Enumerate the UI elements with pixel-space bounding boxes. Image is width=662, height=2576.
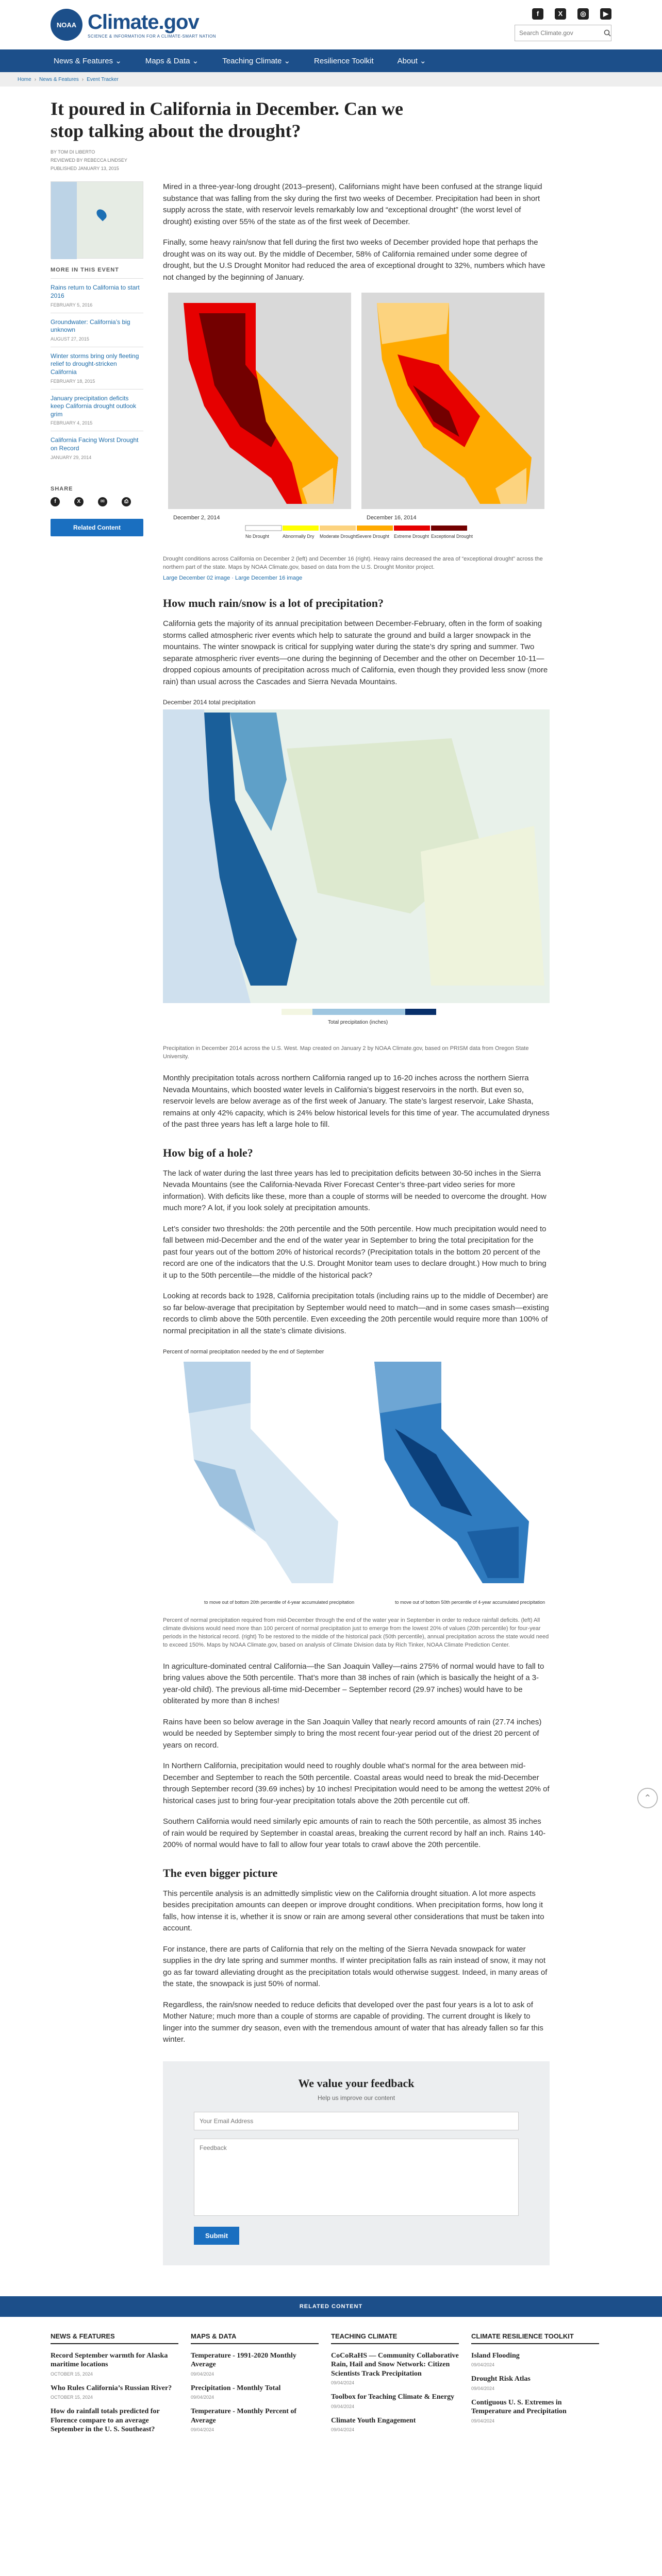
- breadcrumb-news[interactable]: News & Features: [39, 76, 79, 82]
- nav-teaching-climate[interactable]: Teaching Climate ⌄: [222, 57, 291, 65]
- nav-maps-data[interactable]: Maps & Data ⌄: [145, 57, 199, 65]
- legend-label: Moderate Drought: [320, 534, 357, 539]
- footer: [0, 2317, 662, 2442]
- x-icon[interactable]: X: [555, 8, 566, 20]
- sidebar: [51, 181, 143, 2265]
- paragraph: Regardless, the rain/snow needed to reduce deficits that developed over the past four years is a lot to ask of Mother Nature; much more than a couple of storms are capable of providing. The current drought is likely to linger into the summer dry season, even with the tremendous amount of water that has already fallen so far this winter.: [163, 2000, 543, 2044]
- related-content-label: RELATED CONTENT: [299, 2303, 363, 2310]
- facebook-icon[interactable]: f: [532, 8, 543, 20]
- precipitation-map-image[interactable]: [163, 697, 550, 1037]
- search-box: [515, 25, 611, 41]
- footer-link[interactable]: Toolbox for Teaching Climate & Energy: [331, 2393, 455, 2401]
- nav-news-features[interactable]: News & Features ⌄: [54, 57, 122, 65]
- nav-about[interactable]: About ⌄: [397, 57, 426, 65]
- x-icon[interactable]: X: [74, 497, 84, 506]
- footer-col-toolkit: CLIMATE RESILIENCE TOOLKIT Island Flooding 09/04/2024 Drought Risk Atlas 09/04/2024 Contiguous U. S. Extremes in Temperature and Precipitation 09/04/2024: [471, 2332, 611, 2442]
- paragraph: Monthly precipitation totals across northern California ranged up to 16-20 inches across the northern Sierra Nevada Mountains, which boosted water levels in California’s biggest reservoirs in the north. But even so, reservoir levels are below average as of the first week of January. The state’s largest reservoir, Lake Shasta, remains at only 42% capacity, which is 24% below historical levels for this time of year. The accumulated dryness of the past three years has left a large hole to fill.: [163, 1074, 550, 1129]
- print-icon[interactable]: ⎙: [122, 497, 131, 506]
- figure-links[interactable]: Large December 02 image · Large December 16 image: [163, 575, 303, 582]
- legend-label: No Drought: [245, 534, 270, 539]
- site-name: Climate.gov: [88, 11, 199, 33]
- figure-caption: Precipitation in December 2014 across the U.S. West. Map created on January 2 by NOAA Climate.gov, based on PRISM data from Oregon State University.: [163, 1045, 529, 1060]
- footer-link[interactable]: Temperature - Monthly Percent of Average: [191, 2408, 297, 2425]
- precipitation-figure: [163, 697, 550, 1061]
- email-icon[interactable]: ✉: [98, 497, 107, 506]
- paragraph: Let’s consider two thresholds: the 20th percentile and the 50th percentile. How much precipitation would need to fall between mid-December and the end of the water year in September to bring the total precipitation for the past four years out of the bottom 20% of historical records? (Precipitation totals in the bottom 20 percent of the record are one of the indicators that the U.S. Drought Monitor team uses to declare drought.) How much to bring it up to the 50th percentile—the middle of the historical pack?: [163, 1224, 547, 1280]
- page-title: It poured in California in December. Can we stop talking about the drought?: [51, 98, 403, 142]
- site-tagline: SCIENCE & INFORMATION FOR A CLIMATE-SMART NATION: [88, 34, 217, 39]
- drought-monitor-figure: [163, 293, 550, 581]
- footer-link[interactable]: Contiguous U. S. Extremes in Temperature and Precipitation: [471, 2398, 567, 2416]
- footer-link[interactable]: Record September warmth for Alaska maritime locations: [51, 2351, 168, 2369]
- article-meta: [51, 149, 611, 171]
- list-item[interactable]: January precipitation deficits keep California drought outlook grim FEBRUARY 4, 2015: [51, 389, 143, 431]
- section-heading: How big of a hole?: [163, 1146, 253, 1159]
- footer-col-teaching: TEACHING CLIMATE CoCoRaHS — Community Collaborative Rain, Hail and Snow Network: Citizen Scientists Track Precipitation 09/04/2024 Toolbox for Teaching Climate & Energy 09/04/2024 Climate Youth Engagement 09/04/2024: [331, 2332, 459, 2433]
- feedback-form: [163, 2061, 550, 2265]
- paragraph: Finally, some heavy rain/snow that fell during the first two weeks of December provided hope that perhaps the drought was on its way out. By the middle of December, 58% of California remained under some degree of drought, but the U.S Drought Monitor had reduced the area of exceptional drought to 32%, numbers which have not changed by the beginning of January.: [163, 238, 545, 282]
- submit-button[interactable]: Submit: [194, 2227, 239, 2245]
- list-item[interactable]: Groundwater: California’s big unknown AUGUST 27, 2015: [51, 313, 143, 347]
- footer-link[interactable]: Island Flooding: [471, 2351, 520, 2360]
- footer-link[interactable]: Drought Risk Atlas: [471, 2375, 531, 2383]
- paragraph: For instance, there are parts of California that rely on the melting of the Sierra Nevada snowpack for water supplies in the dry late spring and summer months. If winter precipitation falls as rain instead of snow, it may not go as far toward alleviating drought as the precipitation totals would otherwise suggest. Indeed, in many areas of the state, the snowpack is just 50% of normal.: [163, 1944, 548, 1989]
- footer-link[interactable]: Who Rules California’s Russian River?: [51, 2384, 172, 2392]
- list-item[interactable]: Rains return to California to start 2016 FEBRUARY 5, 2016: [51, 278, 143, 312]
- figure-caption: Drought conditions across California on December 2 (left) and December 16 (right). Heavy rains decreased the area of “exceptional drought” across the northern part of the state. Maps by NOAA Climate.gov, based on data from the U.S. Drought Monitor project.: [163, 556, 543, 571]
- legend-label: Abnormally Dry: [283, 534, 315, 539]
- drought-maps-image[interactable]: [163, 293, 550, 548]
- related-content-bar: [0, 2296, 662, 2317]
- published-date: PUBLISHED JANUARY 13, 2015: [51, 166, 119, 172]
- breadcrumb: Home › News & Features › Event Tracker: [0, 72, 662, 87]
- paragraph: Southern California would need similarly epic amounts of rain to reach the 50th percentile, as almost 35 inches of rain would be required by September in coastal areas, breaking the current record by half an inch. Rains 140-200% of normal would have to fall to allow four year totals to crawl above the 20th percentile.: [163, 1817, 546, 1850]
- map-pin-icon: [95, 208, 109, 222]
- footer-link[interactable]: CoCoRaHS — Community Collaborative Rain, Hail and Snow Network: Citizen Scientists Track Precipitation: [331, 2351, 459, 2378]
- related-content-button[interactable]: Related Content: [51, 519, 143, 536]
- feedback-title: We value your feedback: [298, 2076, 415, 2090]
- paragraph: The lack of water during the last three years has led to precipitation deficits between 30-50 inches in the Sierra Nevada Mountains (see the California-Nevada River Forecast Center’s three-part video series for more information). With deficits like these, more than a couple of storms will be needed to overcome the drought. How much more? A lot, if you look solely at precipitation amounts.: [163, 1168, 547, 1213]
- map-left-label: to move out of bottom 20th percentile of 4-year accumulated precipitation: [204, 1600, 355, 1605]
- footer-link[interactable]: Precipitation - Monthly Total: [191, 2384, 281, 2392]
- breadcrumb-event-tracker[interactable]: Event Tracker: [87, 76, 119, 82]
- instagram-icon[interactable]: ◎: [577, 8, 589, 20]
- percent-normal-figure: [163, 1346, 550, 1650]
- paragraph: This percentile analysis is an admittedly simplistic view on the California drought situation. A lot more aspects besides precipitation amounts can deepen or improve drought conditions. When precipitation forms, how long it falls, how intense it is, whether it is snow or rain are among several other considerations that must be taken into account.: [163, 1889, 544, 1933]
- main-nav: [0, 49, 662, 72]
- paragraph: California gets the majority of its annual precipitation between December-February, often in the form of soaking storms called atmospheric river events which help to saturate the ground and build a larger snowpack in the mountains. The winter snowpack is critical for supplying water during the state’s dry spring and summer. Two separate atmospheric river events—one during the beginning of December and the other on December 10-11—dropped copious amounts of precipitation across much of California, even though they provided less snow (more rain) than usual across the Cascades and Sierra Nevada Mountains.: [163, 619, 548, 686]
- percent-normal-maps-image[interactable]: [163, 1346, 550, 1609]
- more-in-event-heading: MORE IN THIS EVENT: [51, 267, 119, 274]
- footer-link[interactable]: Temperature - 1991-2020 Monthly Average: [191, 2351, 296, 2369]
- legend-label: Severe Drought: [357, 534, 390, 539]
- footer-link[interactable]: Climate Youth Engagement: [331, 2416, 416, 2425]
- email-field[interactable]: [194, 2112, 519, 2130]
- youtube-icon[interactable]: ▶: [600, 8, 611, 20]
- figure-title: Percent of normal precipitation needed by the end of September: [163, 1349, 324, 1355]
- footer-col-maps: MAPS & DATA Temperature - 1991-2020 Monthly Average 09/04/2024 Precipitation - Monthly Total 09/04/2024 Temperature - Monthly Percent of Average 09/04/2024: [191, 2332, 331, 2442]
- social-links: [532, 8, 611, 20]
- search-input[interactable]: [515, 25, 603, 41]
- footer-link[interactable]: How do rainfall totals predicted for Florence compare to an average September in the U. S. Southeast?: [51, 2408, 160, 2434]
- author[interactable]: BY TOM DI LIBERTO: [51, 149, 95, 155]
- footer-col-news: NEWS & FEATURES Record September warmth for Alaska maritime locations OCTOBER 15, 2024 Who Rules California’s Russian River? OCTOBER 15, 2024 How do rainfall totals predicted for Florence compare to an average September in the U. S. Southeast?: [51, 2332, 191, 2442]
- paragraph: In agriculture-dominated central California—the San Joaquin Valley—rains 275% of normal would have to fall to bring values above the 50th percentile. That’s more than 38 inches of rain (which is basically the height of a 3-year-old child). The previous all-time mid-December – September record (29.97 inches) would have to be obliterated by more than 8 inches!: [163, 1662, 544, 1706]
- share-heading: SHARE: [51, 485, 73, 492]
- map-left-date: December 2, 2014: [173, 515, 220, 521]
- article-body: [163, 181, 550, 2265]
- section-heading: How much rain/snow is a lot of precipitation?: [163, 597, 384, 610]
- noaa-badge-icon: NOAA: [51, 9, 82, 41]
- event-location-map[interactable]: [51, 181, 143, 259]
- paragraph: Looking at records back to 1928, California precipitation totals (including rains up to the middle of December) are so far below-average that precipitation by September would need to match—and in some cases smash—existing records to climb above the 50th percentile. Even exceeding the 20th percentile would require more than 100% of normal precipitation in all the state’s climate divisions.: [163, 1292, 549, 1335]
- legend-label: Extreme Drought: [394, 534, 429, 539]
- map-right-date: December 16, 2014: [367, 515, 417, 521]
- paragraph: In Northern California, precipitation would need to roughly double what’s normal for the area between mid-December and September to reach the 50th percentile. Coastal areas would need to break the mid-December through September record (39.69 inches) by 10 inches! Precipitation would need to be among the wettest 20% of historical cases just to bring four-year precipitation totals above the 20th percentile cut off.: [163, 1761, 550, 1805]
- nav-resilience-toolkit[interactable]: Resilience Toolkit: [314, 56, 374, 65]
- search-icon[interactable]: [603, 25, 611, 41]
- scroll-to-top-icon[interactable]: ⌃: [637, 1788, 658, 1808]
- figure-caption: Percent of normal precipitation required from mid-December through the end of the water year in September in order to reduce rainfall deficits. (left) All climate divisions would need more than 100 percent of normal precipitation just to emerge from the lowest 20% of values (20th percentile) for four-year periods in the historical record. (right) To be restored to the middle of the historical pack (50th percentile), annual precipitation across the state would need to exceed 150%. Maps by NOAA Climate.gov, based on analysis of Climate Division data by Rich Tinker, NOAA Climate Prediction Center.: [163, 1617, 549, 1648]
- site-logo[interactable]: [51, 9, 216, 41]
- section-heading: The even bigger picture: [163, 1866, 278, 1879]
- paragraph: Mired in a three-year-long drought (2013–present), Californians might have been confused at the strange liquid substance that was falling from the sky during the first two weeks of December. Precipitation had been in short supply across the state, with reservoir levels remarkably low and “exceptional drought” (the worst level of drought) existing over 55% of the state as of the first week of December.: [163, 182, 542, 226]
- feedback-subtitle: Help us improve our content: [317, 2094, 395, 2102]
- map-right-label: to move out of bottom 50th percentile of 4-year accumulated precipitation: [395, 1600, 545, 1605]
- list-item[interactable]: California Facing Worst Drought on Record JANUARY 29, 2014: [51, 431, 143, 465]
- legend-label: Exceptional Drought: [431, 534, 473, 539]
- list-item[interactable]: Winter storms bring only fleeting relief to drought-stricken California FEBRUARY 18, 2015: [51, 347, 143, 389]
- site-header: [0, 0, 662, 49]
- facebook-icon[interactable]: f: [51, 497, 60, 506]
- figure-title: December 2014 total precipitation: [163, 699, 256, 706]
- paragraph: Rains have been so below average in the San Joaquin Valley that nearly record amounts of rain (27.74 inches) would be needed by September simply to bring the most recent four-year period out of the driest 20 percent of years on record.: [163, 1717, 542, 1750]
- scale-label: Total precipitation (inches): [328, 1020, 388, 1026]
- feedback-field[interactable]: [194, 2139, 519, 2216]
- breadcrumb-home[interactable]: Home: [18, 76, 31, 82]
- reviewer[interactable]: REVIEWED BY REBECCA LINDSEY: [51, 158, 127, 163]
